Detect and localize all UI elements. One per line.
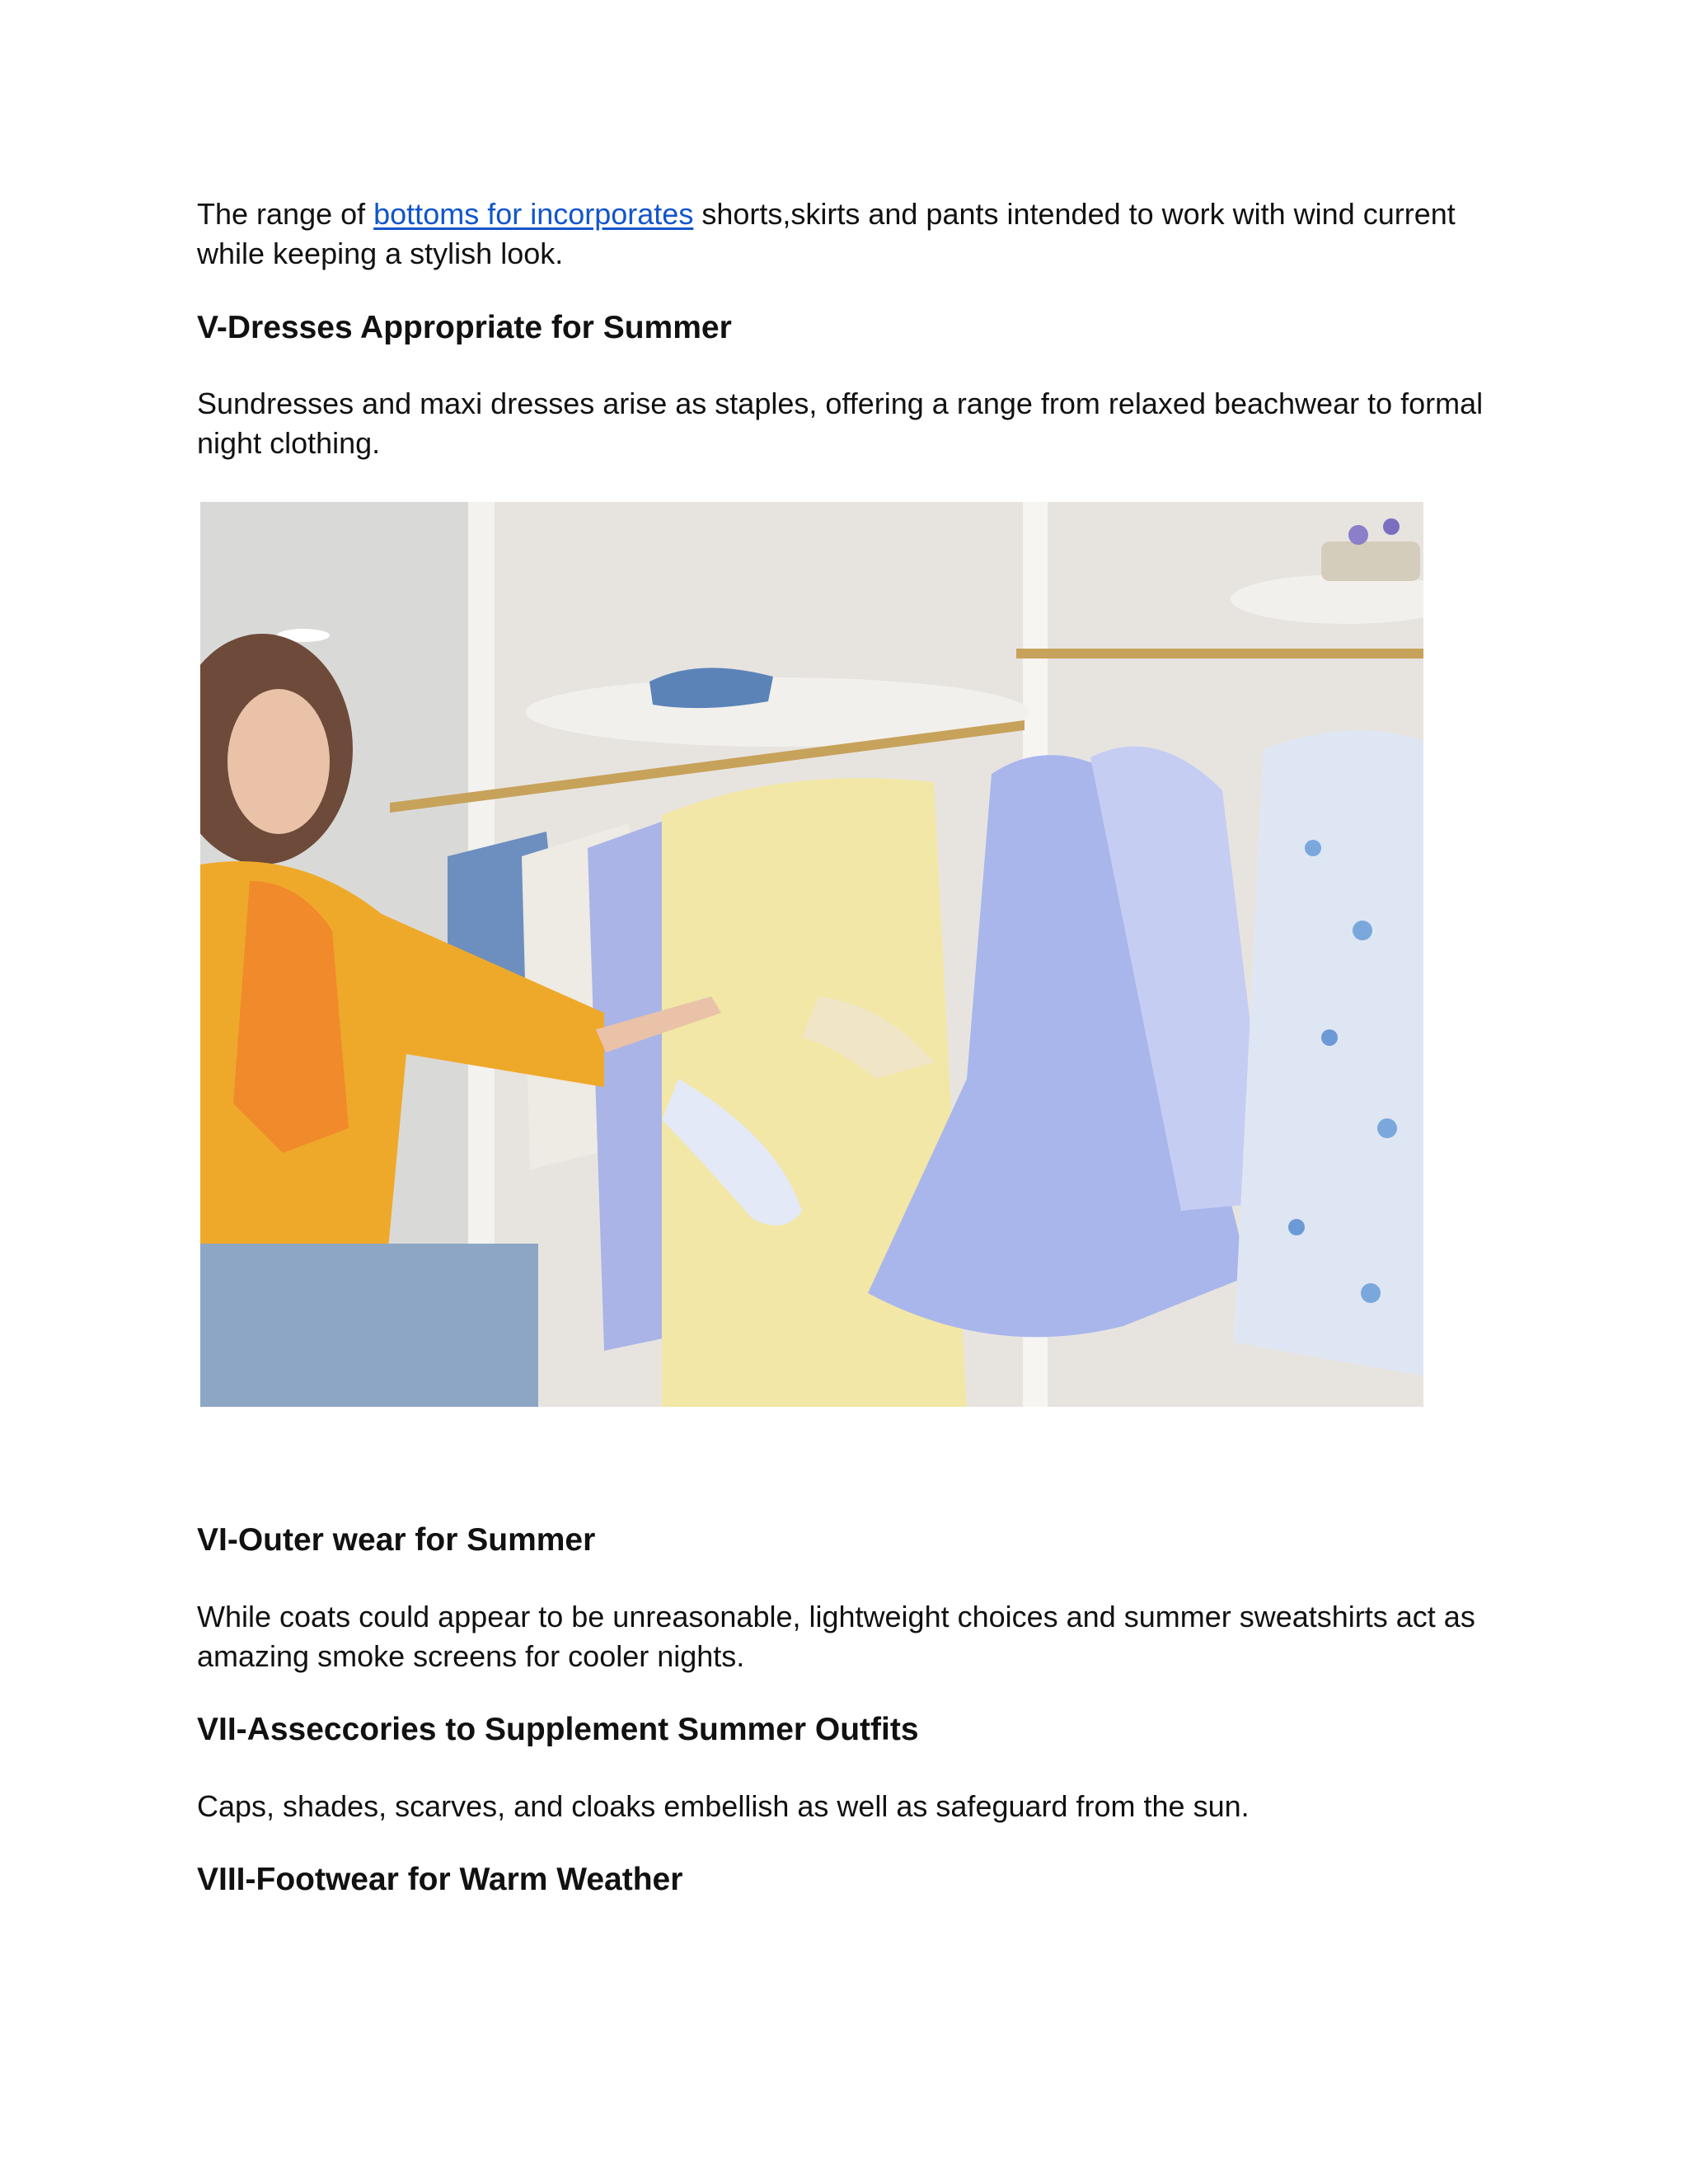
summer-dresses-photo — [200, 502, 1423, 1407]
photo-illustration — [200, 502, 1423, 1407]
section-vi-body: While coats could appear to be unreasonable, lightweight choices and summer sweatshirts act as amazing smoke screens for cooler nights. — [197, 1600, 1475, 1673]
jeans — [200, 1244, 538, 1407]
plant-flower-2 — [1383, 518, 1400, 535]
plant-flower — [1348, 525, 1368, 545]
section-vii-heading: VII-Asseccories to Supplement Summer Outfits — [197, 1712, 919, 1747]
floral-dot — [1305, 840, 1321, 856]
intro-paragraph — [197, 194, 1499, 274]
intro-suffix: shorts,skirts and pants intended to work with wind current while keeping a stylish look. — [197, 197, 1456, 270]
intro-prefix: The range of — [197, 197, 374, 231]
section-v-heading: V-Dresses Appropriate for Summer — [197, 310, 732, 345]
floral-dot — [1288, 1219, 1305, 1235]
bottoms-link[interactable]: bottoms for incorporates — [373, 197, 694, 231]
floral-dot — [1353, 921, 1372, 940]
woman-face — [227, 689, 330, 834]
section-vi-heading: VI-Outer wear for Summer — [197, 1522, 596, 1558]
section-viii-heading: VIII-Footwear for Warm Weather — [197, 1862, 683, 1897]
floral-dot — [1361, 1283, 1381, 1303]
clothes-rail-front — [1016, 649, 1423, 658]
section-v-body: Sundresses and maxi dresses arise as staples, offering a range from relaxed beachwear to formal night clothing. — [197, 387, 1484, 460]
plant-pot — [1321, 541, 1420, 581]
floral-dress — [1234, 730, 1423, 1376]
section-vii-body: Caps, shades, scarves, and cloaks embellish as well as safeguard from the sun. — [197, 1789, 1250, 1823]
floral-dot — [1321, 1029, 1338, 1046]
floral-dot — [1377, 1118, 1397, 1138]
